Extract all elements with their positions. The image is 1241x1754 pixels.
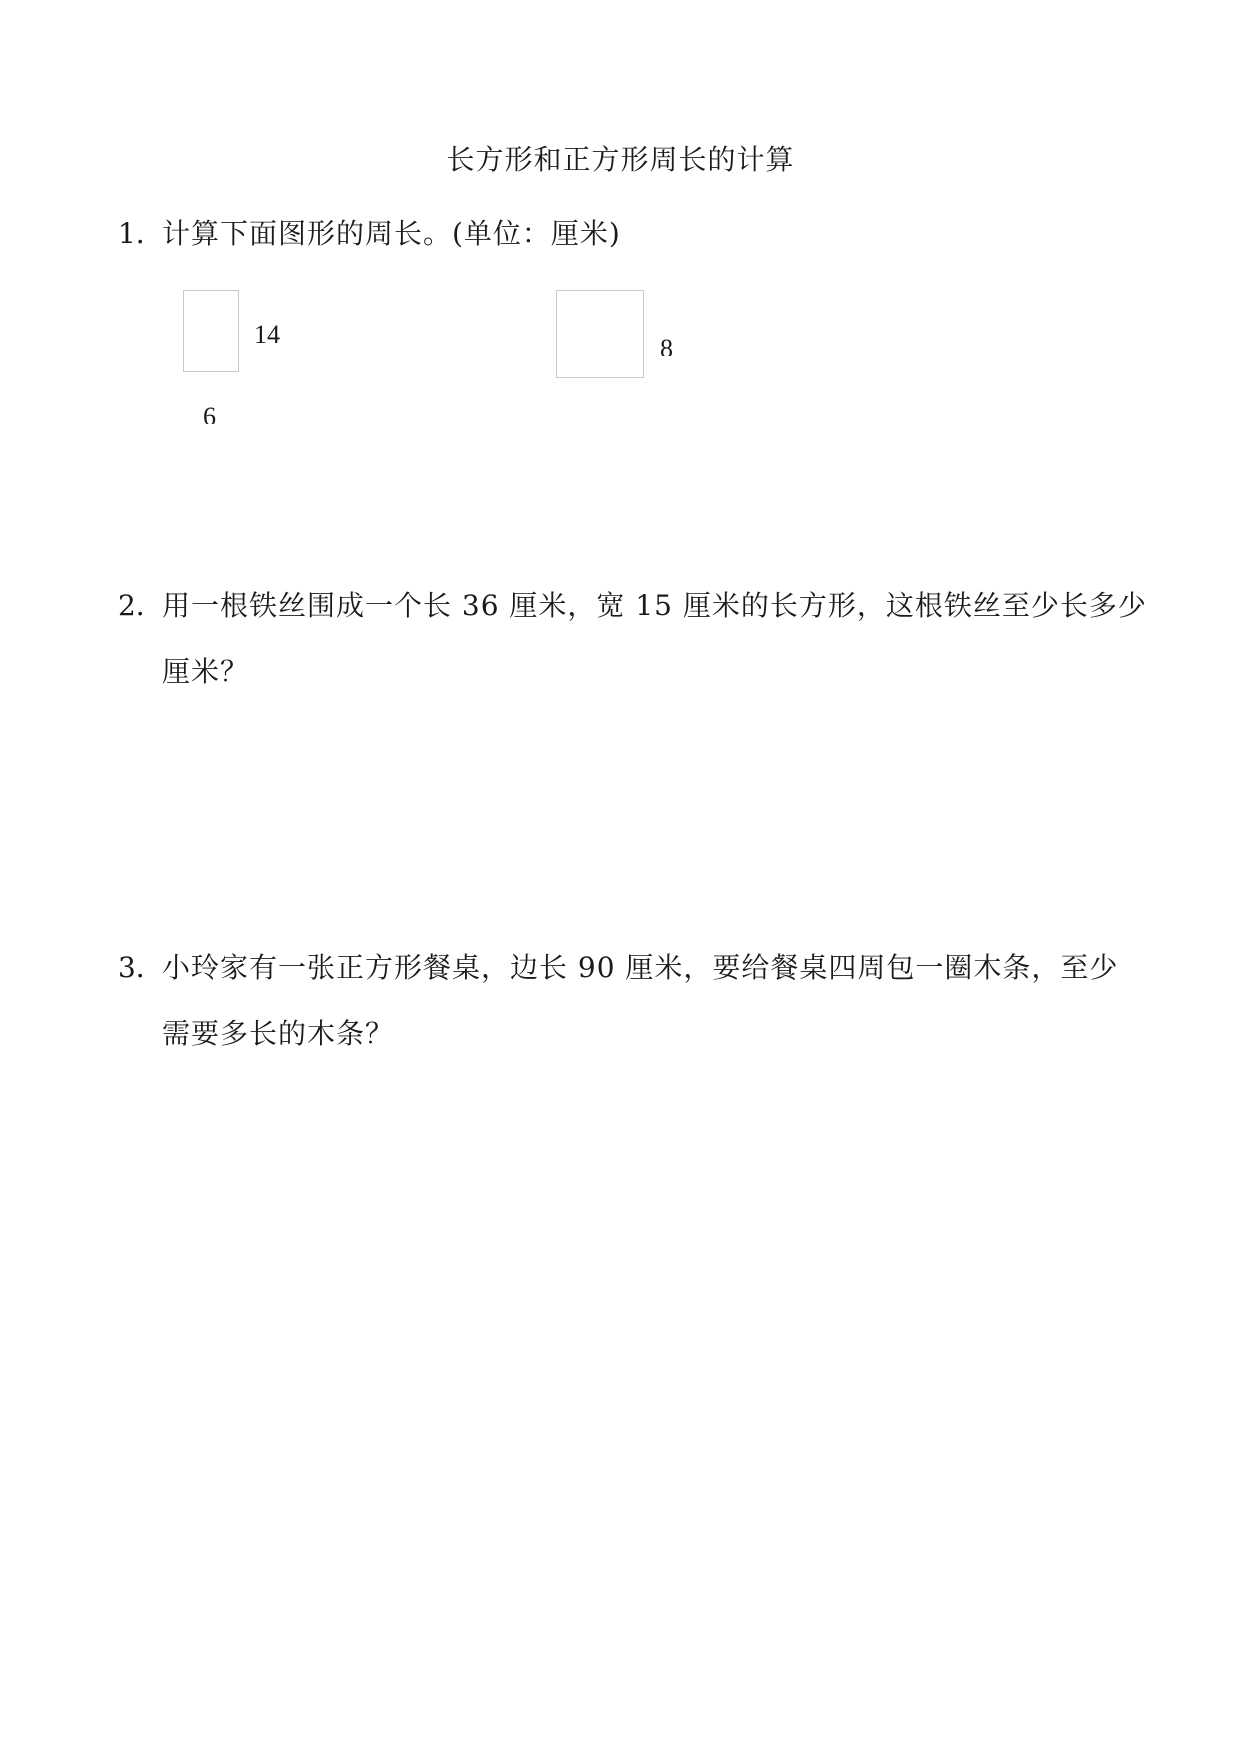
square-shape: [556, 290, 644, 378]
rectangle-width-label: 6: [203, 402, 216, 424]
question-number: 2．: [118, 589, 164, 622]
question-text-line-1: 小玲家有一张正方形餐桌，边长 90 厘米，要给餐桌四周包一圈木条，至少: [162, 951, 1119, 984]
worksheet-title: 长方形和正方形周长的计算: [446, 143, 795, 176]
square-side-label: 8: [660, 334, 673, 356]
question-text: 计算下面图形的周长。(单位：厘米): [162, 217, 621, 250]
question-text-line-1: 用一根铁丝围成一个长 36 厘米，宽 15 厘米的长方形，这根铁丝至少长多少: [162, 589, 1147, 622]
rectangle-shape: [183, 290, 239, 372]
question-number: 3．: [118, 951, 164, 984]
rectangle-length-label: 14: [254, 320, 280, 349]
question-text-line-2: 厘米？: [162, 655, 250, 688]
question-number: 1．: [118, 217, 164, 250]
question-text-line-2: 需要多长的木条？: [162, 1017, 395, 1050]
